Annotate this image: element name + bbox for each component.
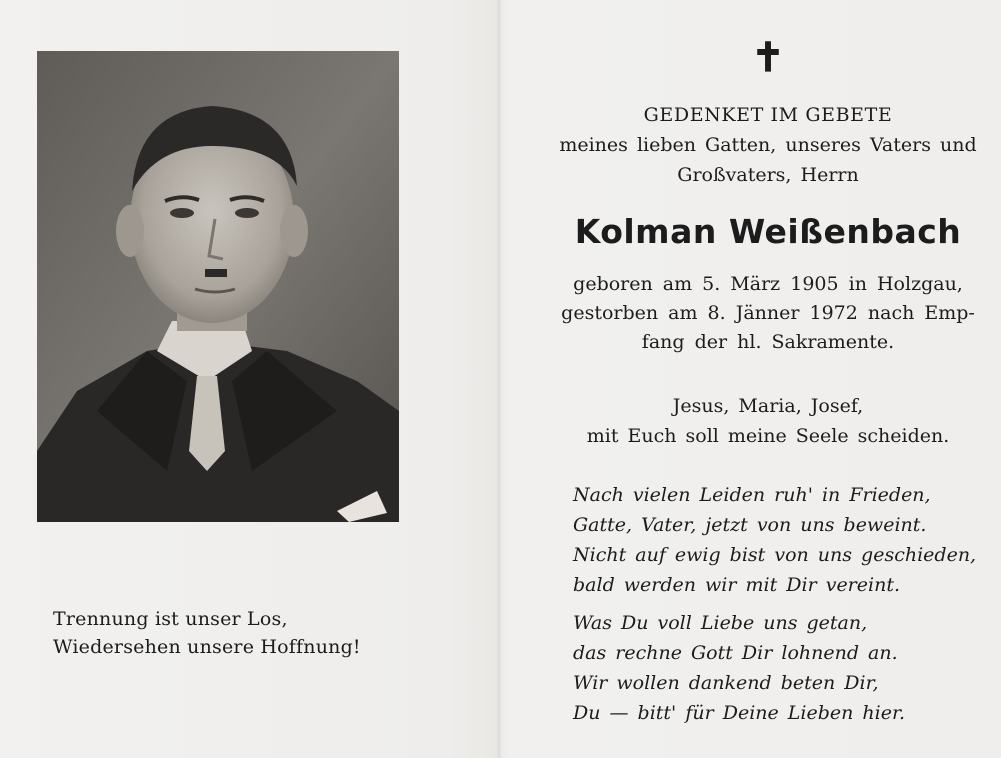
prayer — [548, 391, 988, 451]
poem-line: Nach vielen Leiden ruh' in Frieden, — [573, 484, 931, 506]
life-dates-line: fang der hl. Sakramente. — [641, 331, 895, 353]
farewell-quote-line: Wiedersehen unsere Hoffnung! — [53, 636, 361, 658]
poem-line: das rechne Gott Dir lohnend an. — [573, 642, 898, 664]
poem-line: Gatte, Vater, jetzt von uns beweint. — [573, 514, 927, 536]
life-dates-line: gestorben am 8. Jänner 1972 nach Emp- — [561, 302, 975, 324]
portrait-photo — [37, 51, 399, 522]
life-dates-line: geboren am 5. März 1905 in Holzgau, — [573, 273, 963, 295]
poem-line: Nicht auf ewig bist von uns geschieden, — [573, 544, 977, 566]
cross-icon: ✝ — [751, 34, 785, 81]
poem-stanza-1 — [573, 480, 993, 600]
card-fold — [496, 0, 502, 758]
poem-line: Du — bitt' für Deine Lieben hier. — [573, 702, 906, 724]
poem-stanza-2 — [573, 608, 993, 728]
portrait-photo-graphic — [37, 51, 399, 522]
dedication-line: Großvaters, Herrn — [677, 164, 859, 186]
prayer-line: mit Euch soll meine Seele scheiden. — [586, 425, 950, 447]
dedication-line: meines lieben Gatten, unseres Vaters und — [559, 134, 977, 156]
poem-line: bald werden wir mit Dir vereint. — [573, 574, 900, 596]
dedication-text — [548, 130, 988, 190]
farewell-quote-line: Trennung ist unser Los, — [53, 608, 288, 630]
prayer-line: Jesus, Maria, Josef, — [672, 395, 864, 417]
poem-line: Was Du voll Liebe uns getan, — [573, 612, 868, 634]
poem-line: Wir wollen dankend beten Dir, — [573, 672, 879, 694]
memorial-heading: GEDENKET IM GEBETE — [643, 104, 893, 126]
farewell-quote — [53, 605, 413, 661]
life-dates — [548, 270, 988, 357]
deceased-name: Kolman Weißenbach — [574, 212, 962, 251]
